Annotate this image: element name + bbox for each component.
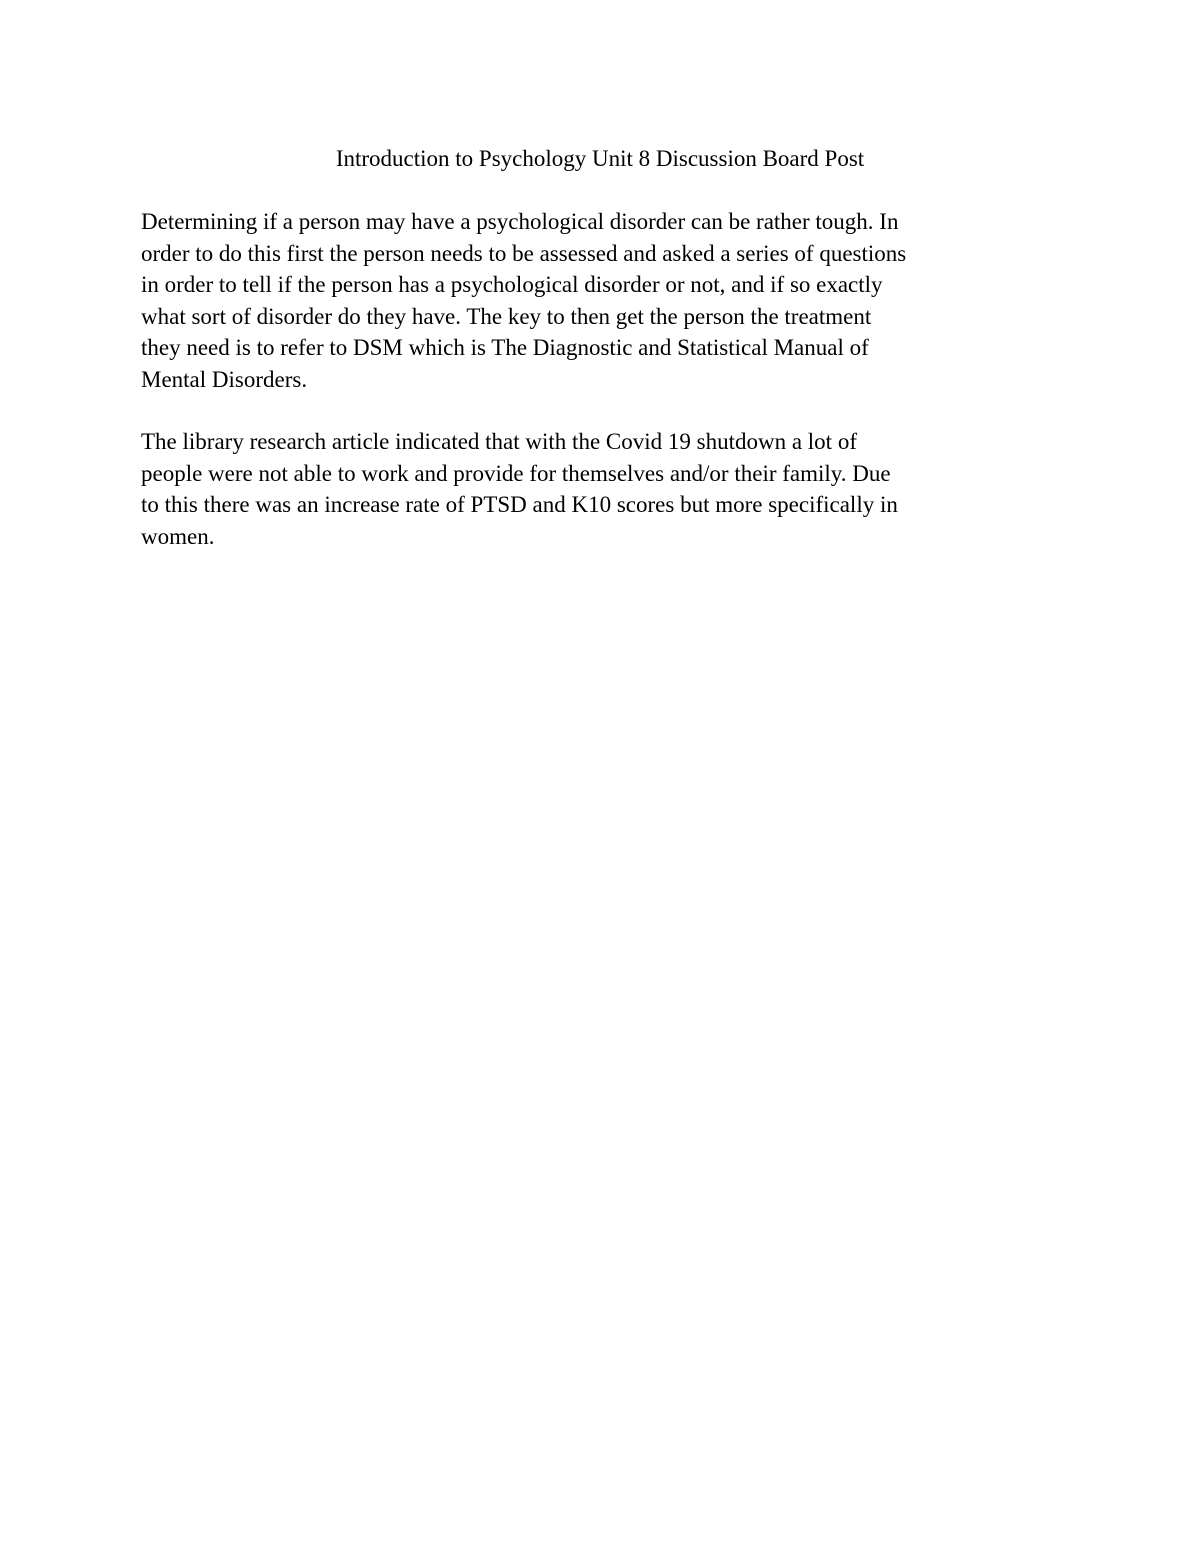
paragraph-line: in order to tell if the person has a psychological disorder or not, and if so exactly: [141, 272, 883, 297]
paragraph-line: they need is to refer to DSM which is The Diagnostic and Statistical Manual of: [141, 335, 869, 360]
paragraph-line: Mental Disorders.: [141, 366, 308, 392]
paragraph-line: women.: [141, 523, 215, 549]
paragraph-dsm-assessment: [141, 206, 1081, 395]
paragraph-line: Determining if a person may have a psychological disorder can be rather tough. In: [141, 209, 899, 234]
paragraph-line: what sort of disorder do they have. The key to then get the person the treatment: [141, 303, 872, 329]
paragraph-line: to this there was an increase rate of PTSD and K10 scores but more specifically in: [141, 492, 898, 517]
document-title: Introduction to Psychology Unit 8 Discussion Board Post: [335, 146, 865, 171]
paragraph-covid-research: [141, 426, 1081, 552]
paragraph-line: The library research article indicated that with the Covid 19 shutdown a lot of: [141, 429, 857, 454]
paragraph-line: order to do this first the person needs to be assessed and asked a series of questions: [141, 240, 907, 266]
paragraph-line: people were not able to work and provide for themselves and/or their family. Due: [141, 460, 891, 486]
